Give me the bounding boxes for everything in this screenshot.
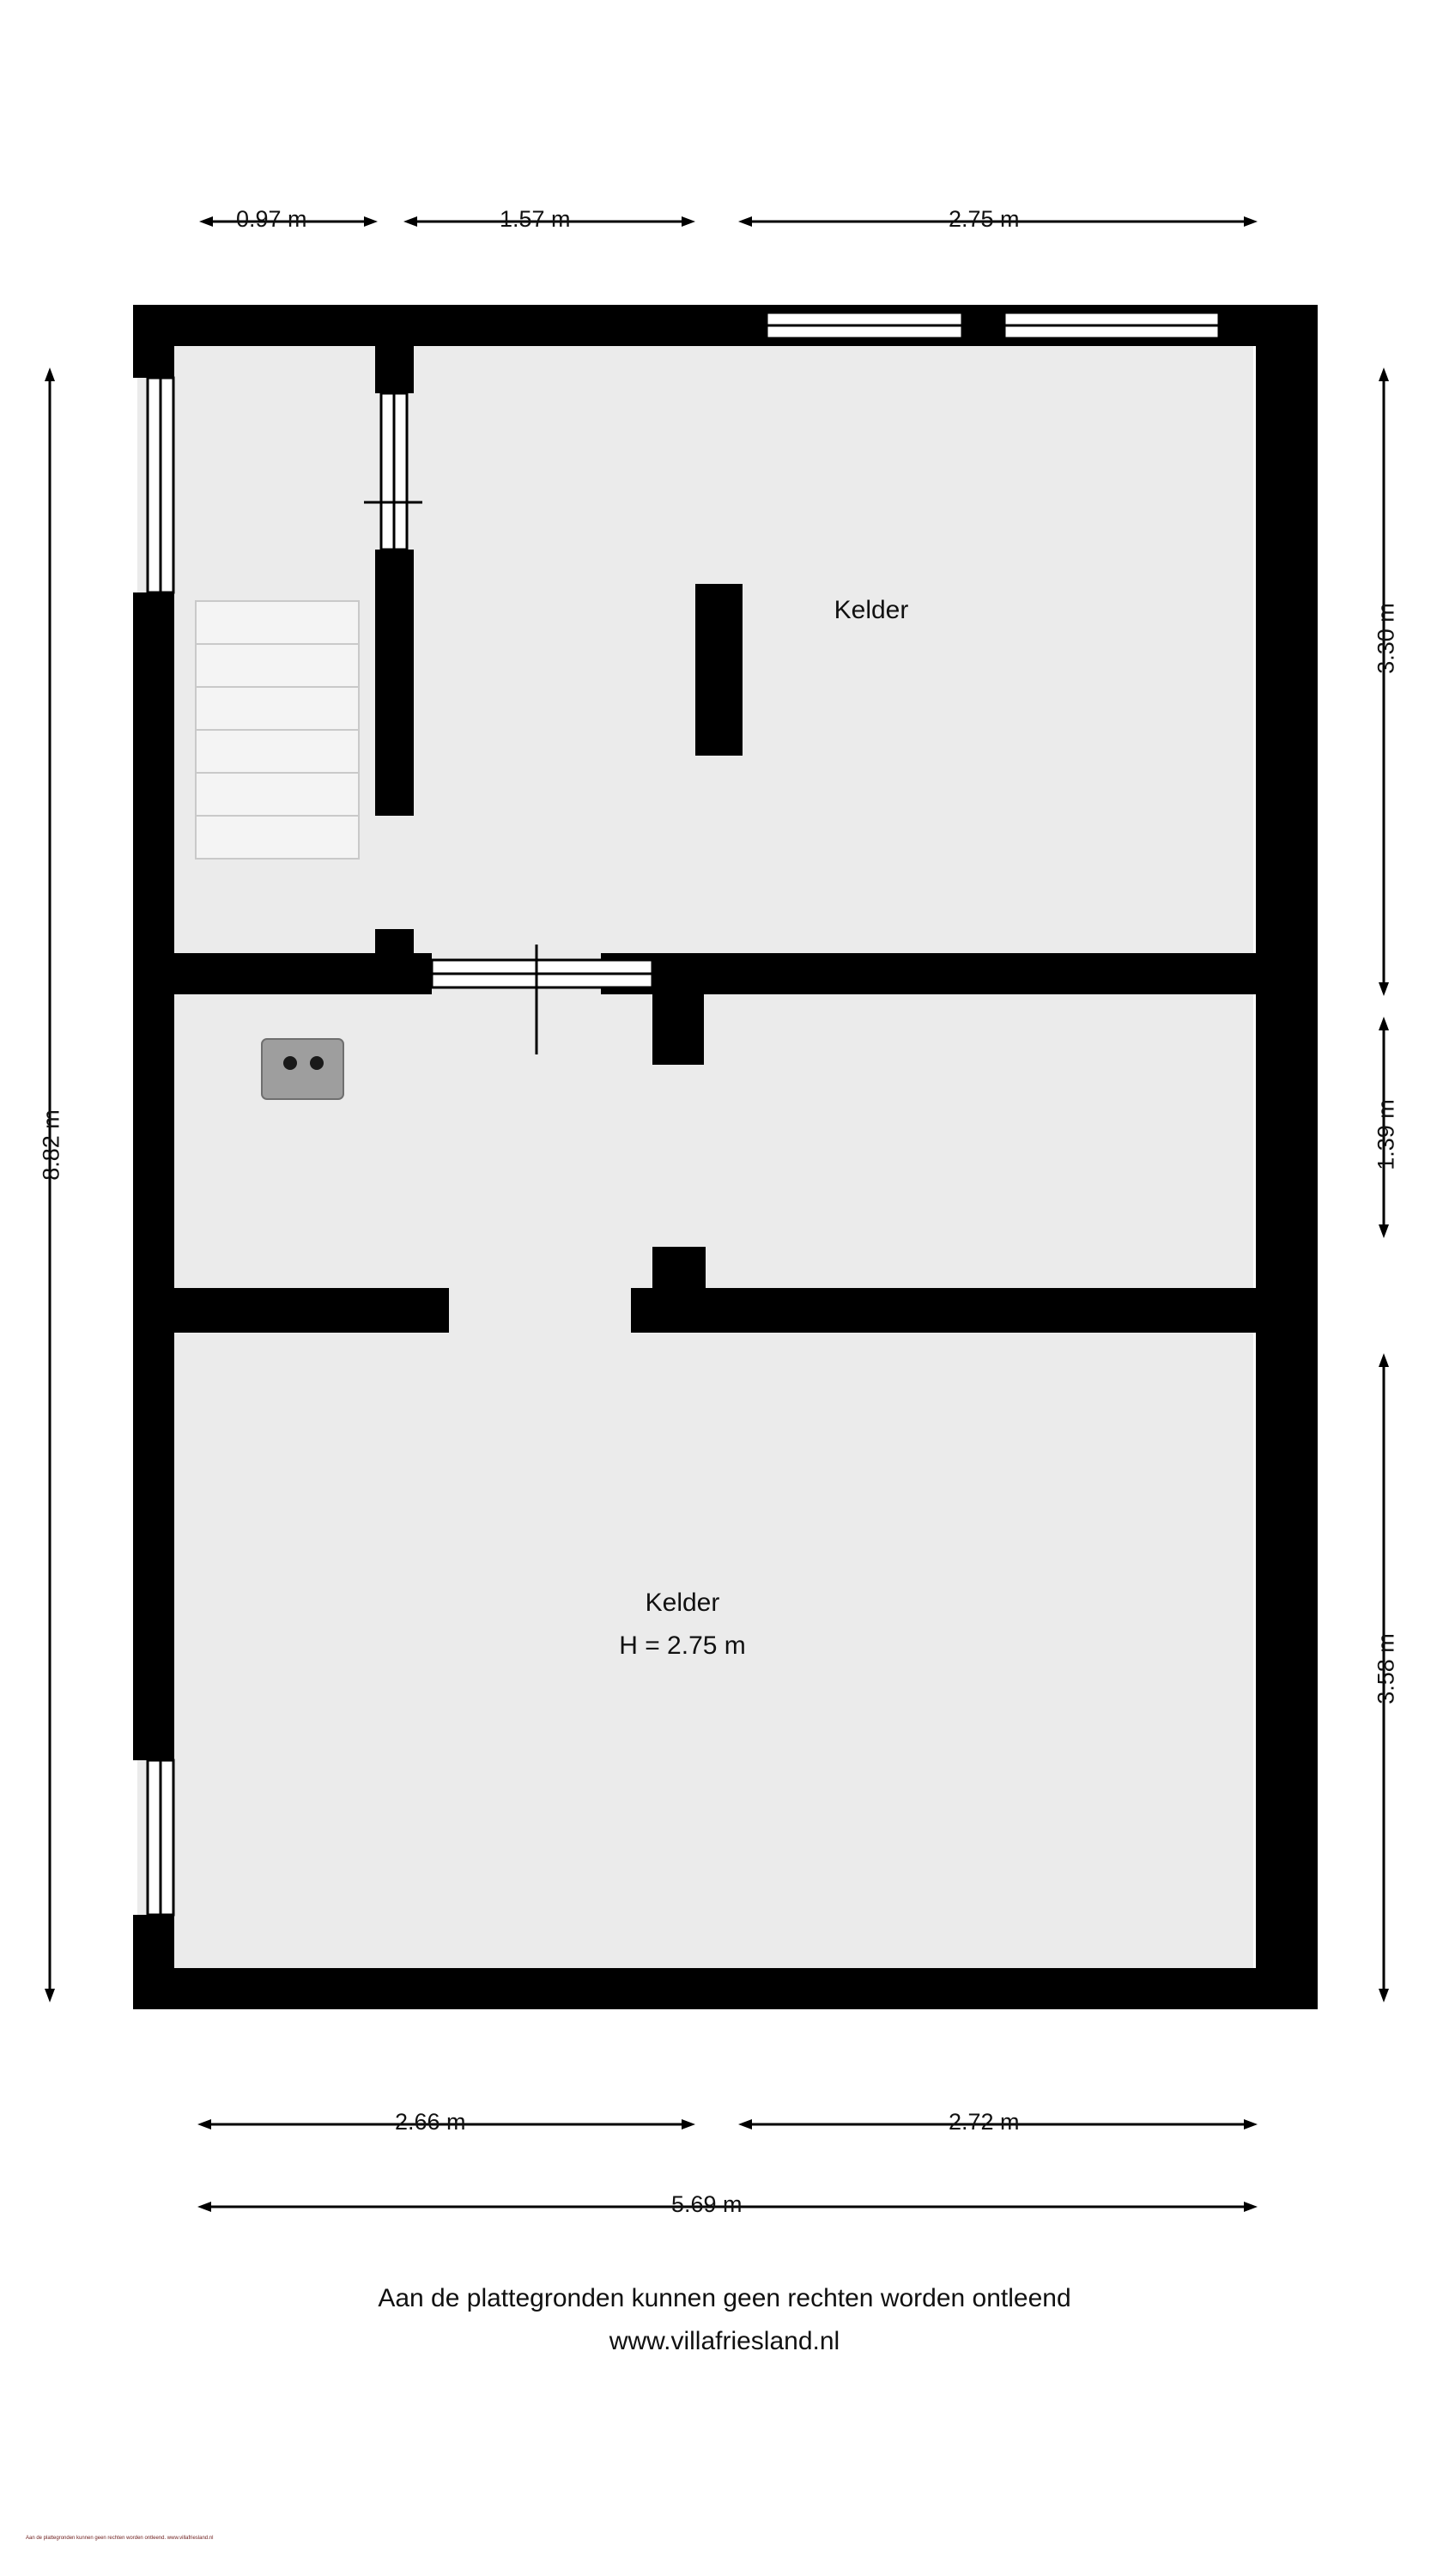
staircase bbox=[196, 601, 359, 859]
fine-print: Aan de plattegronden kunnen geen rechten worden ontleend. www.villafriesland.nl bbox=[26, 2536, 214, 2541]
footer-disclaimer: Aan de plattegronden kunnen geen rechten worden ontleend bbox=[378, 2284, 1071, 2312]
room-height-kelder-lower: H = 2.75 m bbox=[619, 1631, 746, 1660]
footer-website: www.villafriesland.nl bbox=[609, 2327, 840, 2355]
dimension-top-1: 0.97 m bbox=[236, 206, 307, 232]
dimension-right-3: 3.58 m bbox=[1373, 1633, 1399, 1704]
dimension-top-2: 1.57 m bbox=[500, 206, 571, 232]
dimension-bottom-total: 5.69 m bbox=[671, 2191, 743, 2217]
dimension-left-total: 8.82 m bbox=[38, 1109, 64, 1181]
dimension-bottom-2: 2.72 m bbox=[949, 2109, 1020, 2135]
floor-area bbox=[137, 309, 1253, 2009]
electrical-outlet-icon bbox=[262, 1039, 343, 1099]
dimension-top-3: 2.75 m bbox=[949, 206, 1020, 232]
dimension-bottom-1: 2.66 m bbox=[395, 2109, 466, 2135]
dimension-right-1: 3.30 m bbox=[1373, 603, 1399, 674]
room-label-kelder-lower: Kelder bbox=[645, 1589, 720, 1617]
top-dimension-lines bbox=[199, 216, 1258, 227]
room-label-kelder-upper: Kelder bbox=[834, 596, 909, 624]
dimension-right-2: 1.39 m bbox=[1373, 1099, 1399, 1170]
